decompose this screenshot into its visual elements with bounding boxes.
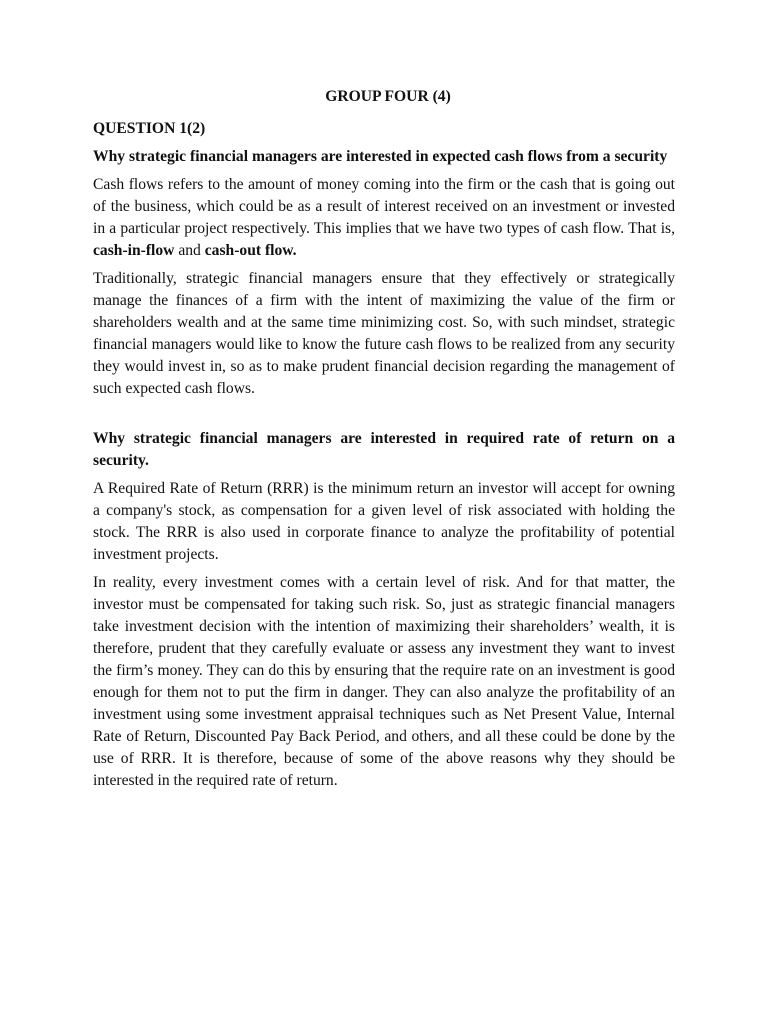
document-title: GROUP FOUR (4) — [325, 88, 451, 105]
section2-heading: Why strategic financial managers are interested in required rate of return on a security. — [93, 430, 675, 469]
section1-paragraph-1 — [93, 174, 675, 262]
term-cash-out-flow: cash-out flow. — [204, 242, 297, 259]
question-label: QUESTION 1(2) — [93, 120, 206, 137]
section1-para1-and: and — [174, 242, 205, 259]
section1-paragraph-2: Traditionally, strategic financial managers ensure that they effectively or strategically manage the finances of a firm with the intent of maximizing the value of the firm or shareholders wealth and at the same time minimizing cost. So, with such mindset, strategic financial managers would like to know the future cash flows to be realized from any security they would invest in, so as to make prudent financial decision regarding the management of such expected cash flows. — [93, 270, 675, 397]
term-cash-in-flow: cash-in-flow — [93, 242, 175, 259]
section1-para1-text: Cash flows refers to the amount of money coming into the firm or the cash that is going out of the business, which could be as a result of interest received on an investment or invested in a particular project respectively. This implies that we have two types of cash flow. That is, — [93, 176, 675, 237]
section2-paragraph-1: A Required Rate of Return (RRR) is the minimum return an investor will accept for owning a company's stock, as compensation for a given level of risk associated with holding the stock. The RRR is also used in corporate finance to analyze the profitability of potential investment projects. — [93, 480, 675, 563]
section1-heading: Why strategic financial managers are interested in expected cash flows from a security — [93, 148, 668, 165]
document-page — [93, 86, 675, 798]
section2-paragraph-2: In reality, every investment comes with a certain level of risk. And for that matter, the investor must be compensated for taking such risk. So, just as strategic financial managers take investment decision with the intention of maximizing their shareholders’ wealth, it is therefore, prudent that they carefully evaluate or assess any investment they want to invest the firm’s money. They can do this by ensuring that the require rate on an investment is good enough for them not to put the firm in danger. They can also analyze the profitability of an investment using some investment appraisal techniques such as Net Present Value, Internal Rate of Return, Discounted Pay Back Period, and others, and all these could be done by the use of RRR. It is therefore, because of some of the above reasons why they should be interested in the required rate of return. — [93, 574, 675, 789]
section-spacer — [93, 406, 675, 428]
